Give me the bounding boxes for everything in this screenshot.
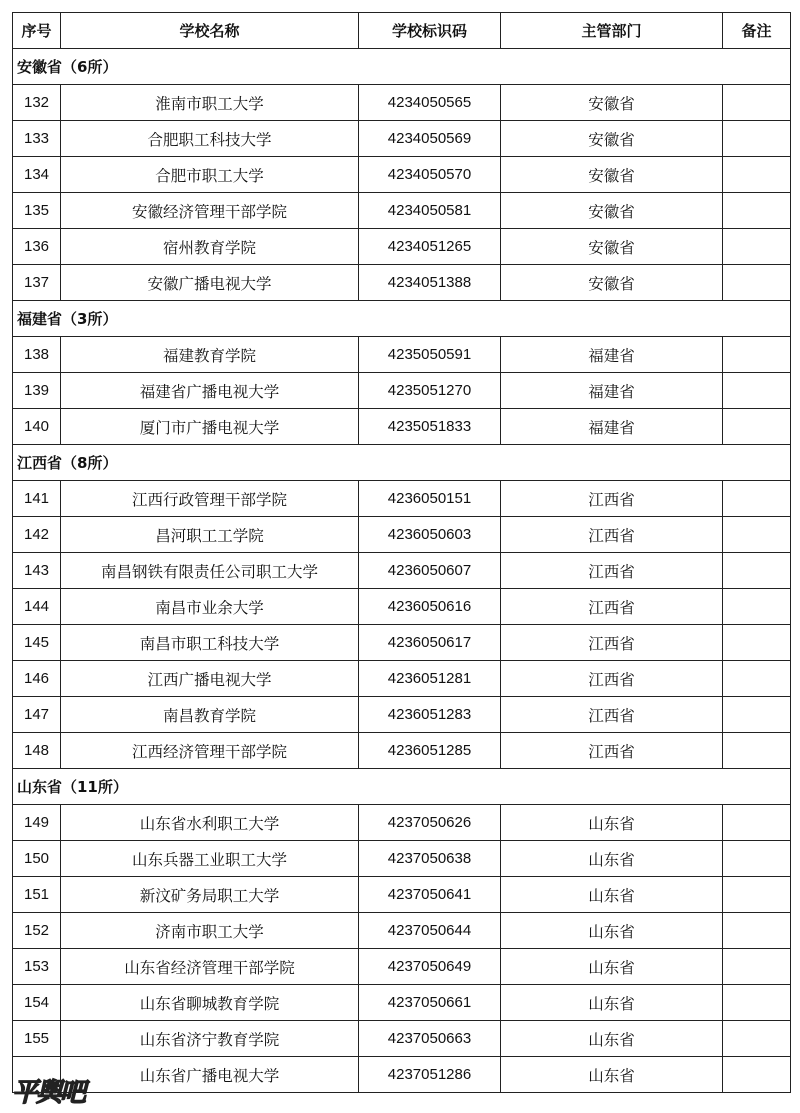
cell-note (723, 913, 791, 949)
cell-school-code: 4236050603 (359, 517, 501, 553)
cell-school-code: 4237050661 (359, 985, 501, 1021)
cell-seq: 143 (13, 553, 61, 589)
cell-department: 安徽省 (501, 265, 723, 301)
table-row (13, 841, 791, 877)
cell-school-code: 4234050581 (359, 193, 501, 229)
section-title: 安徽省（6所） (13, 49, 791, 85)
cell-school-name: 山东省济宁教育学院 (61, 1021, 359, 1057)
watermark-logo: 平舆吧 (12, 1078, 85, 1108)
cell-note (723, 553, 791, 589)
cell-department: 福建省 (501, 337, 723, 373)
cell-department: 山东省 (501, 1021, 723, 1057)
cell-note (723, 121, 791, 157)
cell-note (723, 949, 791, 985)
cell-school-code: 4235051833 (359, 409, 501, 445)
table-row (13, 121, 791, 157)
cell-note (723, 265, 791, 301)
table-row (13, 697, 791, 733)
cell-school-name: 南昌教育学院 (61, 697, 359, 733)
table-row (13, 625, 791, 661)
cell-department: 福建省 (501, 373, 723, 409)
cell-school-name: 宿州教育学院 (61, 229, 359, 265)
cell-seq: 152 (13, 913, 61, 949)
cell-school-name: 山东省水利职工大学 (61, 805, 359, 841)
cell-department: 安徽省 (501, 193, 723, 229)
cell-school-name: 济南市职工大学 (61, 913, 359, 949)
cell-department: 山东省 (501, 913, 723, 949)
section-row (13, 445, 791, 481)
cell-department: 安徽省 (501, 229, 723, 265)
cell-seq: 144 (13, 589, 61, 625)
header-note: 备注 (723, 13, 791, 49)
cell-department: 安徽省 (501, 85, 723, 121)
cell-school-name: 福建教育学院 (61, 337, 359, 373)
cell-note (723, 805, 791, 841)
cell-school-code: 4236051285 (359, 733, 501, 769)
cell-department: 江西省 (501, 625, 723, 661)
cell-department: 安徽省 (501, 157, 723, 193)
table-row (13, 337, 791, 373)
cell-seq: 139 (13, 373, 61, 409)
cell-school-name: 江西经济管理干部学院 (61, 733, 359, 769)
header-school-name: 学校名称 (61, 13, 359, 49)
cell-school-name: 山东省聊城教育学院 (61, 985, 359, 1021)
cell-seq: 150 (13, 841, 61, 877)
cell-seq: 140 (13, 409, 61, 445)
table-row (13, 481, 791, 517)
cell-note (723, 733, 791, 769)
cell-school-name: 山东省广播电视大学 (61, 1057, 359, 1093)
cell-seq: 151 (13, 877, 61, 913)
cell-department: 江西省 (501, 733, 723, 769)
cell-note (723, 589, 791, 625)
cell-department: 山东省 (501, 1057, 723, 1093)
cell-school-name: 南昌钢铁有限责任公司职工大学 (61, 553, 359, 589)
cell-note (723, 1057, 791, 1093)
cell-school-code: 4236051281 (359, 661, 501, 697)
header-seq: 序号 (13, 13, 61, 49)
cell-note (723, 697, 791, 733)
cell-school-code: 4236051283 (359, 697, 501, 733)
cell-department: 江西省 (501, 589, 723, 625)
cell-school-code: 4235051270 (359, 373, 501, 409)
cell-note (723, 841, 791, 877)
cell-department: 山东省 (501, 841, 723, 877)
cell-department: 山东省 (501, 805, 723, 841)
cell-school-name: 山东省经济管理干部学院 (61, 949, 359, 985)
table-header-row (13, 13, 791, 49)
cell-seq: 154 (13, 985, 61, 1021)
cell-school-name: 安徽广播电视大学 (61, 265, 359, 301)
cell-seq: 135 (13, 193, 61, 229)
cell-school-name: 南昌市业余大学 (61, 589, 359, 625)
cell-note (723, 661, 791, 697)
table-row (13, 517, 791, 553)
cell-school-name: 昌河职工工学院 (61, 517, 359, 553)
cell-seq: 132 (13, 85, 61, 121)
cell-seq: 138 (13, 337, 61, 373)
cell-school-name: 厦门市广播电视大学 (61, 409, 359, 445)
cell-seq: 155 (13, 1021, 61, 1057)
cell-school-code: 4237050644 (359, 913, 501, 949)
table-row (13, 229, 791, 265)
header-department: 主管部门 (501, 13, 723, 49)
cell-department: 江西省 (501, 553, 723, 589)
cell-seq: 141 (13, 481, 61, 517)
table-row (13, 265, 791, 301)
cell-note (723, 409, 791, 445)
cell-school-name: 南昌市职工科技大学 (61, 625, 359, 661)
cell-seq: 142 (13, 517, 61, 553)
cell-seq: 145 (13, 625, 61, 661)
table-row (13, 733, 791, 769)
section-title: 江西省（8所） (13, 445, 791, 481)
cell-seq: 153 (13, 949, 61, 985)
table-row (13, 85, 791, 121)
cell-department: 山东省 (501, 985, 723, 1021)
cell-seq: 148 (13, 733, 61, 769)
cell-department: 安徽省 (501, 121, 723, 157)
cell-school-code: 4234050569 (359, 121, 501, 157)
cell-department: 福建省 (501, 409, 723, 445)
cell-school-code: 4234051265 (359, 229, 501, 265)
cell-note (723, 193, 791, 229)
table-row (13, 409, 791, 445)
cell-seq: 136 (13, 229, 61, 265)
table-row (13, 157, 791, 193)
cell-school-code: 4237050663 (359, 1021, 501, 1057)
cell-school-code: 4234050565 (359, 85, 501, 121)
cell-department: 山东省 (501, 949, 723, 985)
section-title: 福建省（3所） (13, 301, 791, 337)
cell-seq: 149 (13, 805, 61, 841)
table-row (13, 985, 791, 1021)
cell-school-code: 4237051286 (359, 1057, 501, 1093)
cell-note (723, 373, 791, 409)
cell-school-code: 4236050617 (359, 625, 501, 661)
cell-school-code: 4236050607 (359, 553, 501, 589)
cell-school-name: 山东兵器工业职工大学 (61, 841, 359, 877)
table-row (13, 1057, 791, 1093)
cell-school-name: 福建省广播电视大学 (61, 373, 359, 409)
cell-school-name: 合肥职工科技大学 (61, 121, 359, 157)
cell-department: 山东省 (501, 877, 723, 913)
cell-note (723, 1021, 791, 1057)
section-title: 山东省（11所） (13, 769, 791, 805)
cell-note (723, 229, 791, 265)
table-row (13, 1021, 791, 1057)
cell-note (723, 85, 791, 121)
cell-note (723, 337, 791, 373)
cell-seq: 133 (13, 121, 61, 157)
cell-school-name: 淮南市职工大学 (61, 85, 359, 121)
section-row (13, 301, 791, 337)
cell-school-code: 4235050591 (359, 337, 501, 373)
cell-seq: 134 (13, 157, 61, 193)
cell-school-code: 4236050151 (359, 481, 501, 517)
cell-school-code: 4236050616 (359, 589, 501, 625)
cell-school-name: 安徽经济管理干部学院 (61, 193, 359, 229)
cell-department: 江西省 (501, 517, 723, 553)
table-row (13, 661, 791, 697)
cell-school-code: 4234050570 (359, 157, 501, 193)
table-row (13, 913, 791, 949)
cell-department: 江西省 (501, 697, 723, 733)
cell-department: 江西省 (501, 481, 723, 517)
cell-school-code: 4234051388 (359, 265, 501, 301)
cell-note (723, 481, 791, 517)
header-school-code: 学校标识码 (359, 13, 501, 49)
cell-note (723, 517, 791, 553)
section-row (13, 769, 791, 805)
cell-seq: 146 (13, 661, 61, 697)
schools-table (12, 12, 791, 1093)
cell-school-code: 4237050641 (359, 877, 501, 913)
cell-school-name: 新汶矿务局职工大学 (61, 877, 359, 913)
cell-seq: 137 (13, 265, 61, 301)
table-body (13, 49, 791, 1093)
table-row (13, 373, 791, 409)
cell-department: 江西省 (501, 661, 723, 697)
cell-school-code: 4237050638 (359, 841, 501, 877)
cell-note (723, 985, 791, 1021)
table-row (13, 949, 791, 985)
cell-seq: 147 (13, 697, 61, 733)
section-row (13, 49, 791, 85)
table-row (13, 193, 791, 229)
table-row (13, 553, 791, 589)
cell-note (723, 157, 791, 193)
cell-school-code: 4237050649 (359, 949, 501, 985)
table-row (13, 805, 791, 841)
cell-school-code: 4237050626 (359, 805, 501, 841)
table-row (13, 589, 791, 625)
cell-school-name: 合肥市职工大学 (61, 157, 359, 193)
cell-school-name: 江西行政管理干部学院 (61, 481, 359, 517)
cell-note (723, 877, 791, 913)
cell-note (723, 625, 791, 661)
table-row (13, 877, 791, 913)
cell-school-name: 江西广播电视大学 (61, 661, 359, 697)
